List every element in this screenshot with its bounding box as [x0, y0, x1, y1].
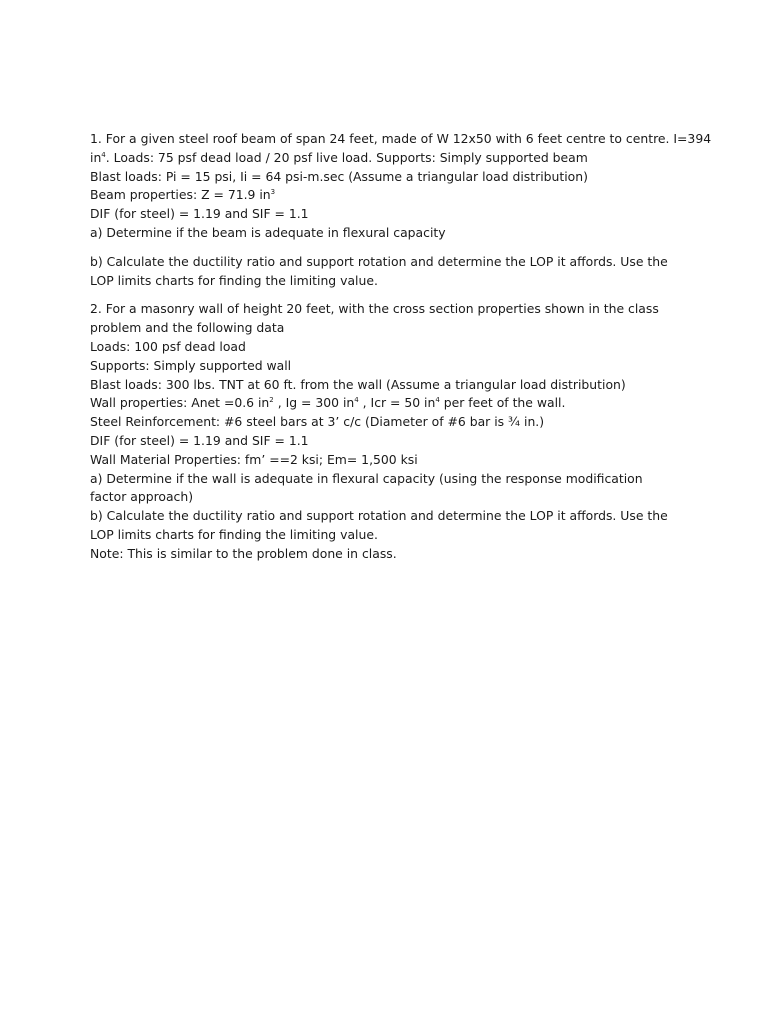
problem-text — [90, 130, 712, 564]
problem2-note: Note: This is similar to the problem done in class. — [90, 545, 397, 561]
problem2-intro: 2. For a masonry wall of height 20 feet, with the cross section properties shown in the class problem and the following data — [90, 301, 659, 336]
problem1-intro-line2 — [90, 149, 680, 168]
beam-props-text: Beam properties: Z = 71.9 in — [90, 187, 271, 203]
problem1-beam-properties — [90, 186, 680, 205]
problem1-part-a: a) Determine if the beam is adequate in flexural capacity — [90, 224, 446, 240]
superscript: 4 — [435, 396, 440, 405]
problem2-steel-reinforcement: Steel Reinforcement: #6 steel bars at 3’ c/c (Diameter of #6 bar is ¾ in.) — [90, 414, 545, 430]
problem2-material-properties: Wall Material Properties: fm’ ==2 ksi; Em= 1,500 ksi — [90, 451, 418, 467]
problem2-blast-loads: Blast loads: 300 lbs. TNT at 60 ft. from the wall (Assume a triangular load distribution) — [90, 376, 626, 392]
loads-text: . Loads: 75 psf dead load / 20 psf live load. Supports: Simply supported beam — [105, 149, 588, 165]
wall-props-text: , Icr = 50 in — [358, 395, 436, 411]
superscript: 2 — [269, 396, 274, 405]
problem1-dif: DIF (for steel) = 1.19 and SIF = 1.1 — [90, 206, 309, 222]
problem1-part-b: b) Calculate the ductility ratio and support rotation and determine the LOP it affords. Use the LOP limits charts for finding the limiting value. — [90, 253, 668, 288]
wall-props-text: per feet of the wall. — [439, 395, 566, 411]
unit-text: in — [90, 149, 102, 165]
superscript: 3 — [270, 188, 276, 197]
problem1-blast-loads: Blast loads: Pi = 15 psi, Ii = 64 psi-m.sec (Assume a triangular load distribution) — [90, 168, 588, 184]
superscript: 4 — [354, 396, 359, 405]
problem1-intro-line1: 1. For a given steel roof beam of span 24 feet, made of W 12x50 with 6 feet centre to centre. I=394 — [90, 131, 712, 146]
wall-props-text: , Ig = 300 in — [273, 395, 355, 411]
problem2-supports: Supports: Simply supported wall — [90, 357, 292, 373]
superscript: 4 — [101, 150, 106, 159]
wall-props-text: Wall properties: Anet =0.6 in — [90, 395, 270, 411]
problem2-wall-properties — [90, 394, 680, 413]
problem2-dif: DIF (for steel) = 1.19 and SIF = 1.1 — [90, 432, 309, 448]
problem2-part-a: a) Determine if the wall is adequate in flexural capacity (using the response modification factor approach) — [90, 470, 643, 505]
problem2-loads: Loads: 100 psf dead load — [90, 338, 246, 354]
problem2-part-b: b) Calculate the ductility ratio and support rotation and determine the LOP it affords. Use the LOP limits charts for finding the limiting value. — [90, 508, 668, 542]
